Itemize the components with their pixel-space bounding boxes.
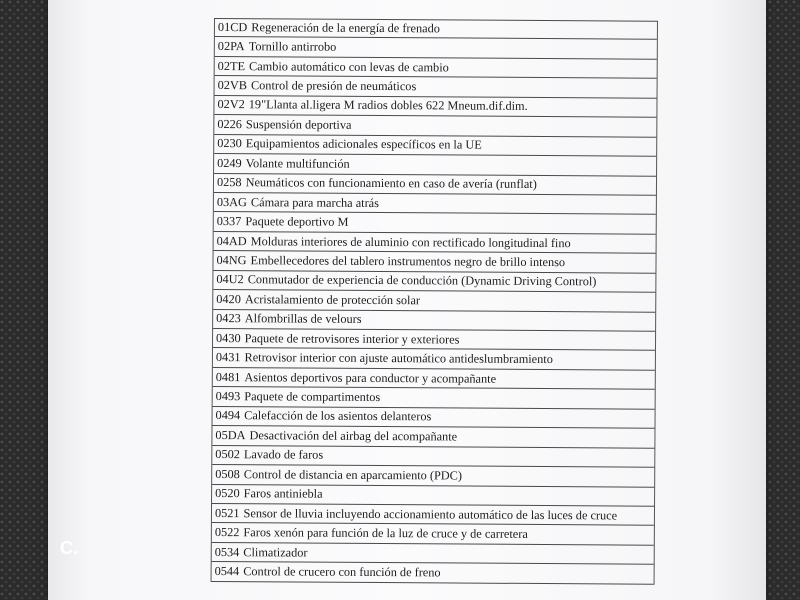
table-row <box>212 562 654 584</box>
table-row <box>213 387 655 409</box>
table-row <box>213 271 655 293</box>
option-description: Acristalamiento de protección solar <box>244 292 421 308</box>
option-description: Calefacción de los asientos delanteros <box>244 408 432 424</box>
option-description: Cambio automático con levas de cambio <box>248 58 449 75</box>
option-code: 02VB <box>217 78 248 93</box>
table-row <box>214 115 656 137</box>
option-description: Tornillo antirrobo <box>248 39 337 54</box>
table-row <box>212 523 654 545</box>
option-code: 0258 <box>216 175 242 190</box>
option-code: 0522 <box>214 525 240 540</box>
option-description: Control de distancia en aparcamiento (PDC) <box>243 466 463 483</box>
option-code: 0337 <box>216 214 242 229</box>
option-description: Equipamientos adicionales específicos en la UE <box>245 136 482 152</box>
option-code: 02V2 <box>217 97 245 112</box>
option-code: 0423 <box>216 311 241 326</box>
option-description: Faros antiniebla <box>243 486 323 501</box>
table-row <box>214 193 656 215</box>
option-description: Climatizador <box>243 544 308 560</box>
table-row <box>212 446 654 468</box>
table-row <box>214 232 656 254</box>
table-row <box>213 348 655 370</box>
table-row <box>214 135 656 157</box>
table-row <box>215 18 657 40</box>
table-row <box>213 290 655 312</box>
option-description: Desactivación del airbag del acompañante <box>249 428 458 444</box>
option-description: Suspensión deportiva <box>245 117 352 132</box>
paper-sheet <box>48 0 766 600</box>
option-description: Paquete de retrovisores interior y exteriores <box>244 330 460 347</box>
option-description: Lavado de faros <box>243 447 324 463</box>
option-description: Volante multifunción <box>245 155 350 171</box>
table-row <box>214 154 656 176</box>
table-row <box>214 174 656 196</box>
option-code: 02PA <box>217 39 245 54</box>
equipment-code-table <box>211 18 658 584</box>
option-code: 03AG <box>216 194 247 209</box>
option-code: 0431 <box>215 350 241 365</box>
option-code: 0493 <box>215 389 241 404</box>
option-code: 04U2 <box>216 272 244 287</box>
option-code: 04NG <box>216 252 247 268</box>
option-description: Paquete deportivo M <box>245 214 349 229</box>
table-row <box>214 96 656 118</box>
table-row <box>214 212 656 234</box>
table-row <box>213 251 655 273</box>
option-code: 0481 <box>215 369 241 384</box>
option-code: 0430 <box>216 330 241 345</box>
option-code: 05DA <box>215 427 246 443</box>
option-code: 0494 <box>215 408 241 423</box>
option-code: 0508 <box>215 466 240 481</box>
table-row <box>212 465 654 487</box>
option-description: Faros xenón para función de la luz de cruce y de carretera <box>243 525 528 542</box>
option-description: Alfombrillas de velours <box>244 311 362 327</box>
table-row <box>215 57 657 79</box>
photo-label: C. <box>60 538 78 558</box>
table-row <box>212 484 654 506</box>
table-row <box>215 37 657 59</box>
option-code: 04AD <box>216 233 247 248</box>
option-description: Sensor de lluvia incluyendo accionamiento automático de las luces de cruce <box>243 505 618 523</box>
option-description: Cámara para marcha atrás <box>250 194 379 210</box>
option-code: 0226 <box>217 116 242 132</box>
option-description: Paquete de compartimentos <box>244 389 381 405</box>
option-code: 01CD <box>217 20 248 35</box>
option-description: Control de crucero con función de freno <box>243 564 441 580</box>
option-description: Embellecedores del tablero instrumentos negro de brillo intenso <box>250 253 566 270</box>
option-description: Retrovisor interior con ajuste automático antideslumbramiento <box>244 350 553 367</box>
option-description: Neumáticos con funcionamiento en caso de avería (runflat) <box>245 175 537 192</box>
option-description: 19"Llanta al.ligera M radios dobles 622 Mneum.dif.dim. <box>248 97 528 114</box>
option-description: Control de presión de neumáticos <box>250 78 417 94</box>
option-description: Conmutador de experiencia de conducción (Dynamic Driving Control) <box>247 272 597 289</box>
option-code: 0520 <box>215 486 240 501</box>
table-row <box>212 504 654 526</box>
table-row <box>213 310 655 332</box>
table-row <box>212 426 654 448</box>
table-row <box>213 368 655 390</box>
option-code: 02TE <box>217 58 246 73</box>
table-row <box>215 76 657 98</box>
option-code: 0534 <box>214 544 240 559</box>
option-code: 0230 <box>217 136 242 151</box>
option-description: Regeneración de la energía de frenado <box>251 20 440 36</box>
option-code: 0544 <box>214 563 240 579</box>
table-row <box>213 329 655 351</box>
option-code: 0420 <box>216 291 241 307</box>
table-row <box>213 407 655 429</box>
option-code: 0249 <box>217 155 242 170</box>
option-code: 0502 <box>215 447 240 462</box>
option-description: Molduras interiores de aluminio con rectificado longitudinal fino <box>250 233 571 250</box>
option-description: Asientos deportivos para conductor y acompañante <box>244 369 497 386</box>
option-code: 0521 <box>214 505 240 520</box>
table-row <box>212 543 654 565</box>
